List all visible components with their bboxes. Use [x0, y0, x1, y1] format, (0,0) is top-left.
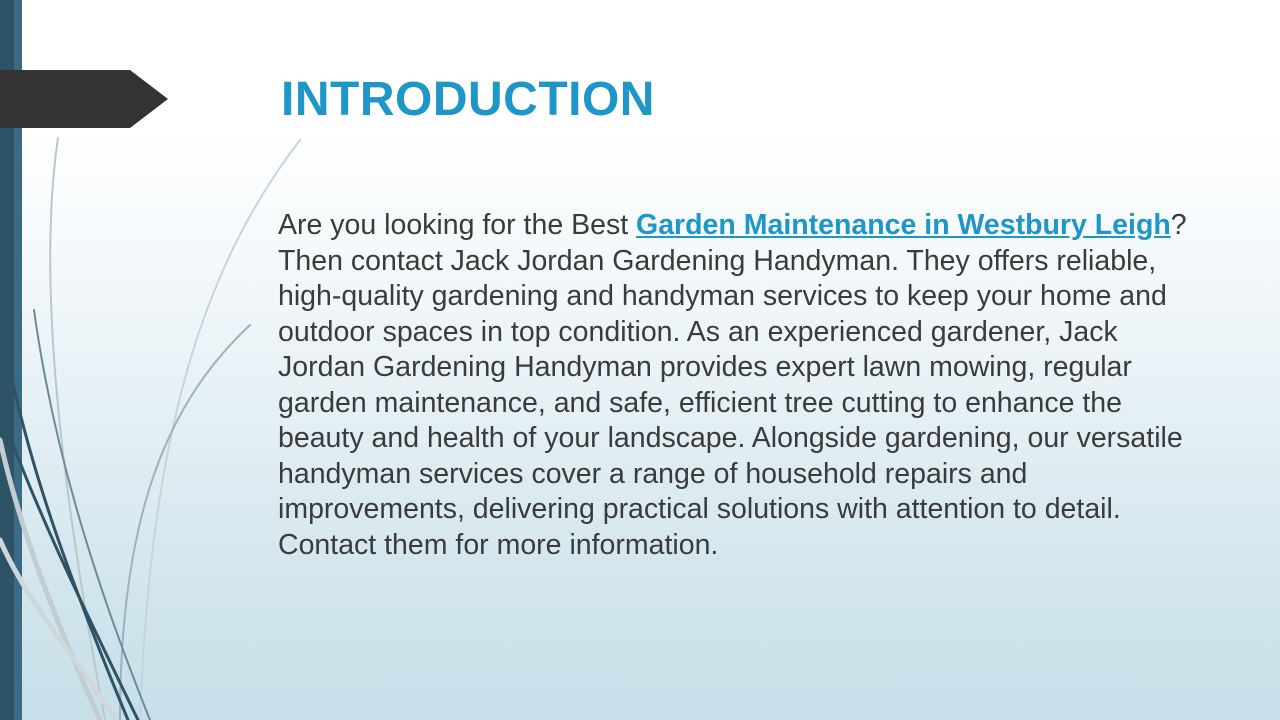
body-lead-text: Are you looking for the Best	[278, 209, 637, 241]
body-rest-text: ? Then contact Jack Jordan Gardening Handyman. They offers reliable, high-quality gardening and handyman services to keep your home and outdoor spaces in top condition. As an experienced gardener, Jack Jordan Gardening Handyman provides expert lawn mowing, regular garden maintenance, and safe, efficient tree cutting to enhance the beauty and health of your landscape. Alongside gardening, our versatile handyman services cover a range of household repairs and improvements, delivering practical solutions with attention to detail. Contact them for more information.	[278, 209, 1187, 561]
arrow-banner-decoration	[0, 70, 168, 128]
garden-maintenance-link[interactable]: Garden Maintenance in Westbury Leigh	[636, 209, 1171, 241]
body-paragraph	[278, 208, 1208, 563]
page-title: INTRODUCTION	[281, 73, 655, 126]
